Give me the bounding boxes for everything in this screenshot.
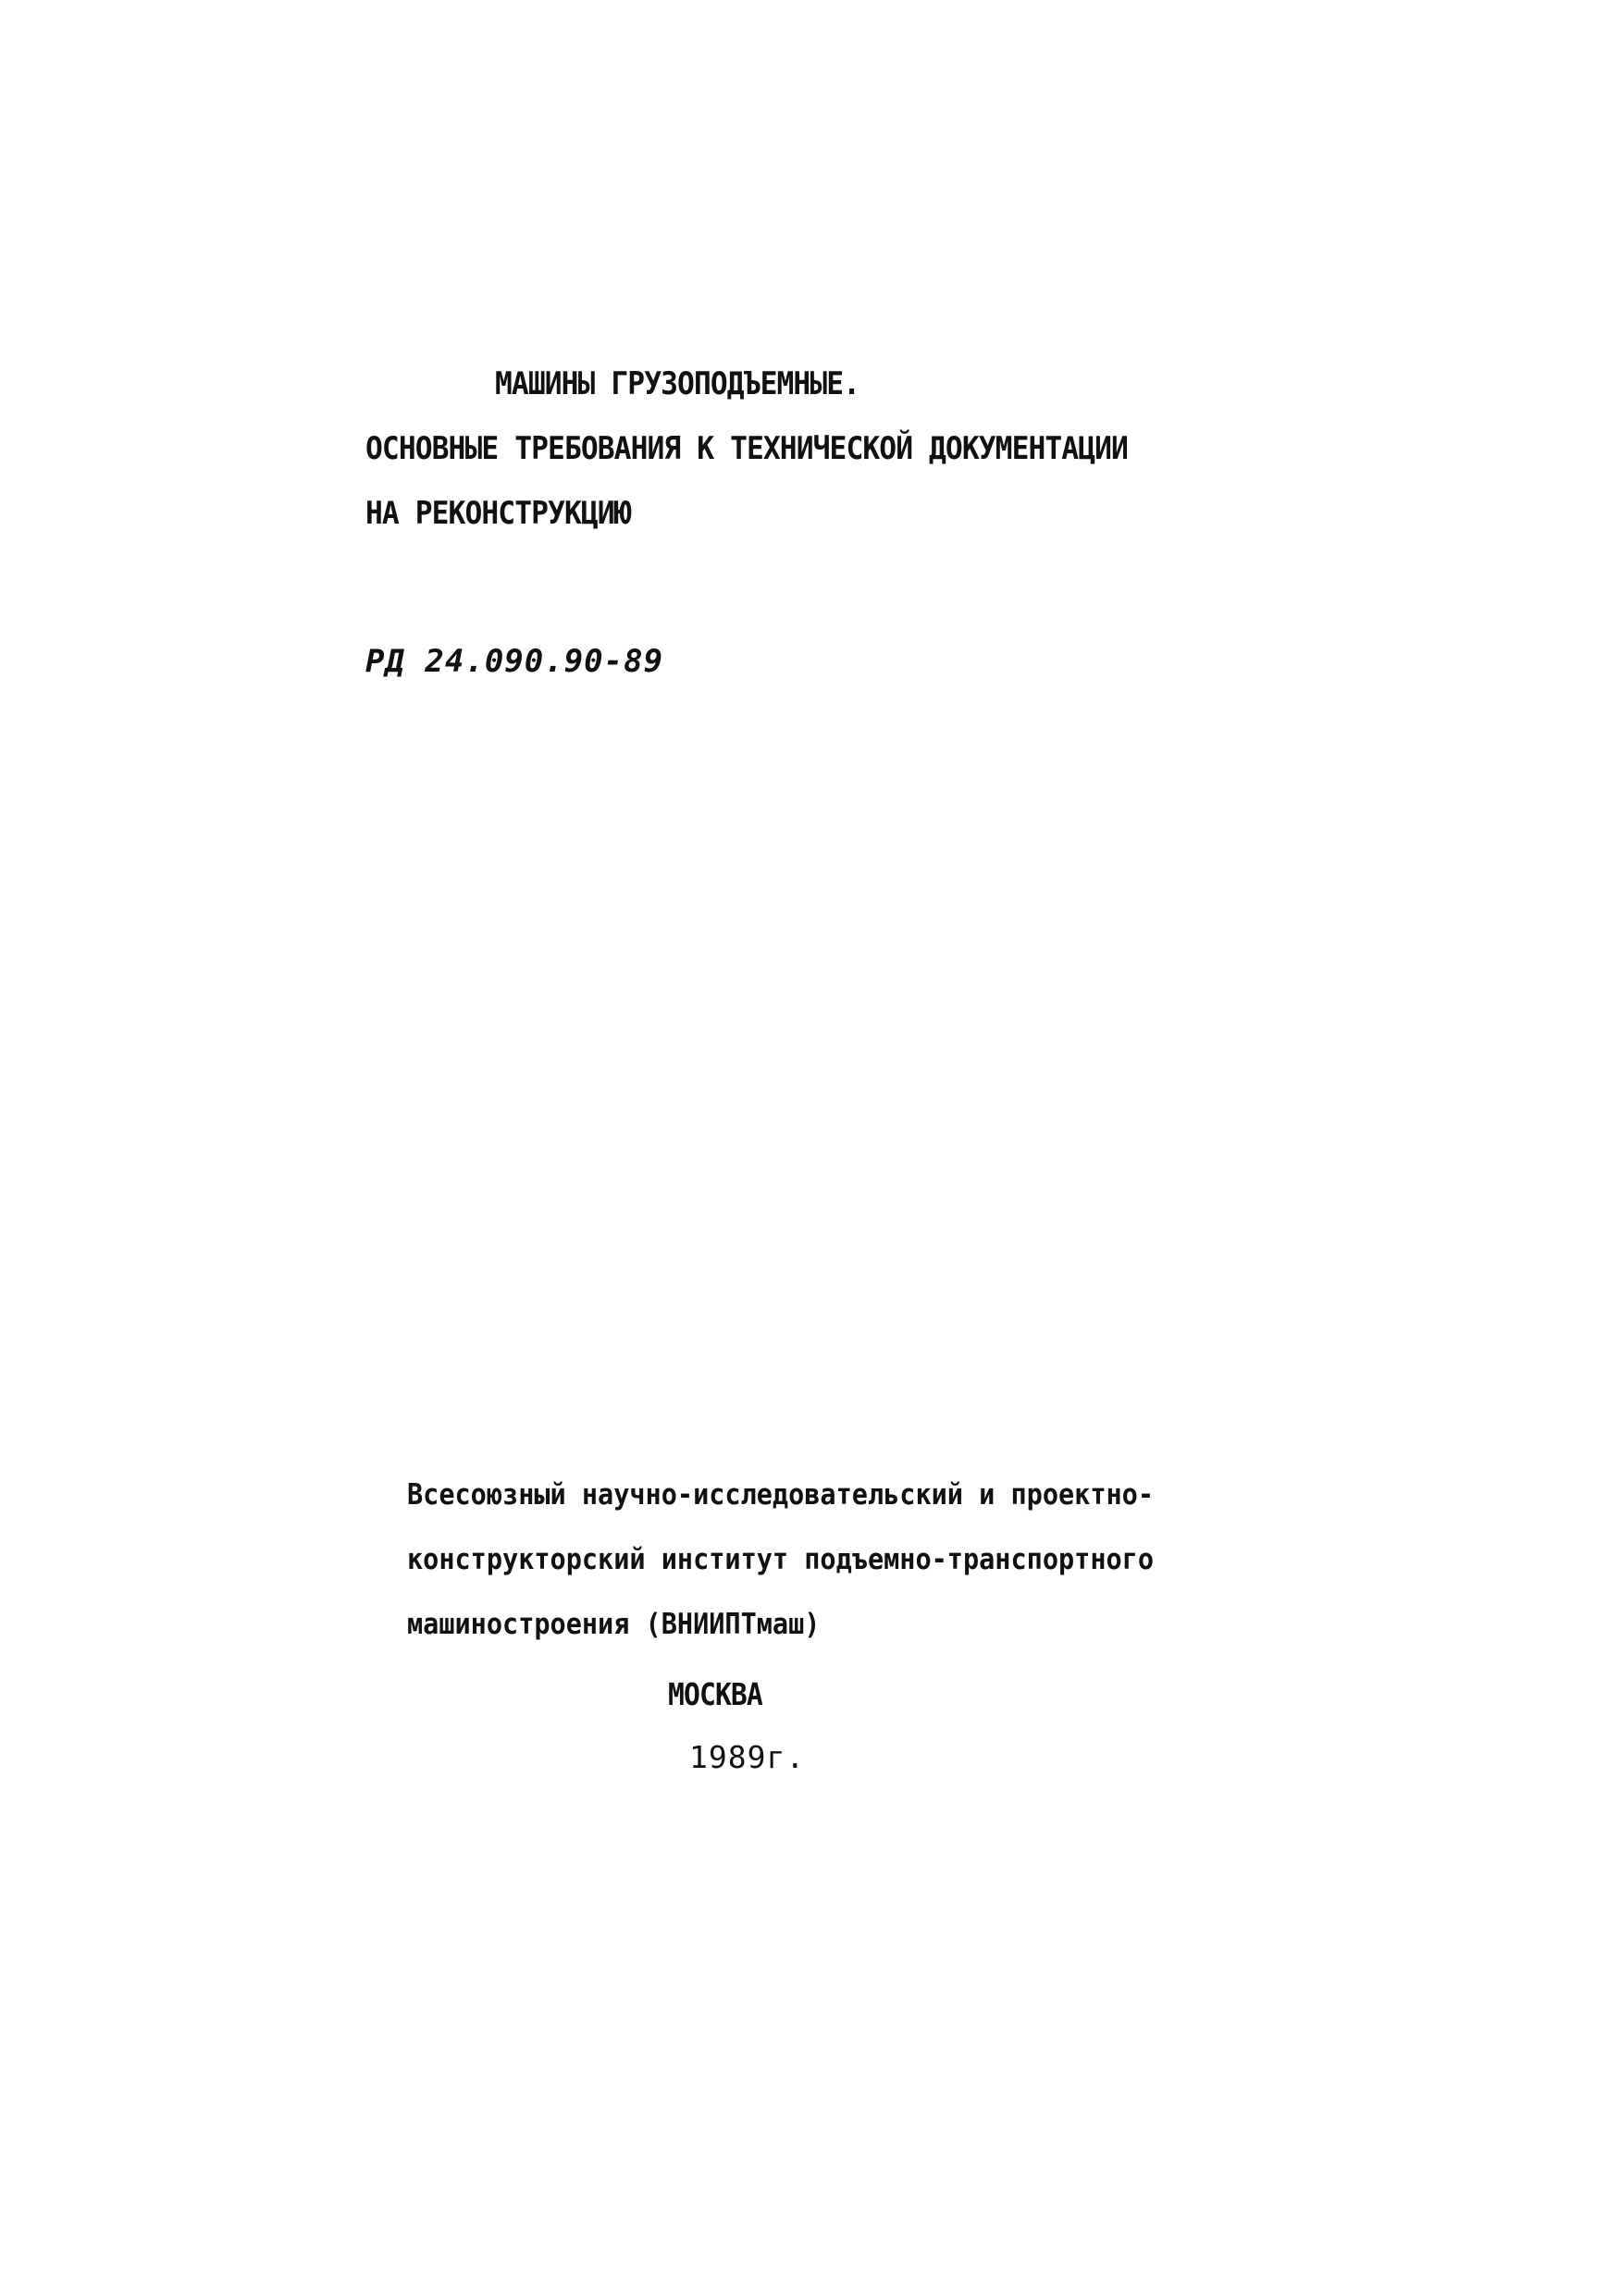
title-line-1: МАШИНЫ ГРУЗОПОДЪЕМНЫЕ. xyxy=(495,365,860,402)
institute-line-1: Всесоюзный научно-исследовательский и проектно- xyxy=(407,1478,1155,1512)
title-line-3: НА РЕКОНСТРУКЦИЮ xyxy=(365,495,631,532)
publication-year: 1989г. xyxy=(689,1739,806,1775)
institute-line-2: конструкторский институт подъемно-транспортного xyxy=(407,1543,1155,1576)
document-number: РД 24.090.90-89 xyxy=(365,643,664,680)
institute-line-3: машиностроения (ВНИИПТмаш) xyxy=(407,1608,821,1641)
publication-city: МОСКВА xyxy=(668,1676,762,1712)
title-line-2: ОСНОВНЫЕ ТРЕБОВАНИЯ К ТЕХНИЧЕСКОЙ ДОКУМЕНТАЦИИ xyxy=(365,430,1128,467)
